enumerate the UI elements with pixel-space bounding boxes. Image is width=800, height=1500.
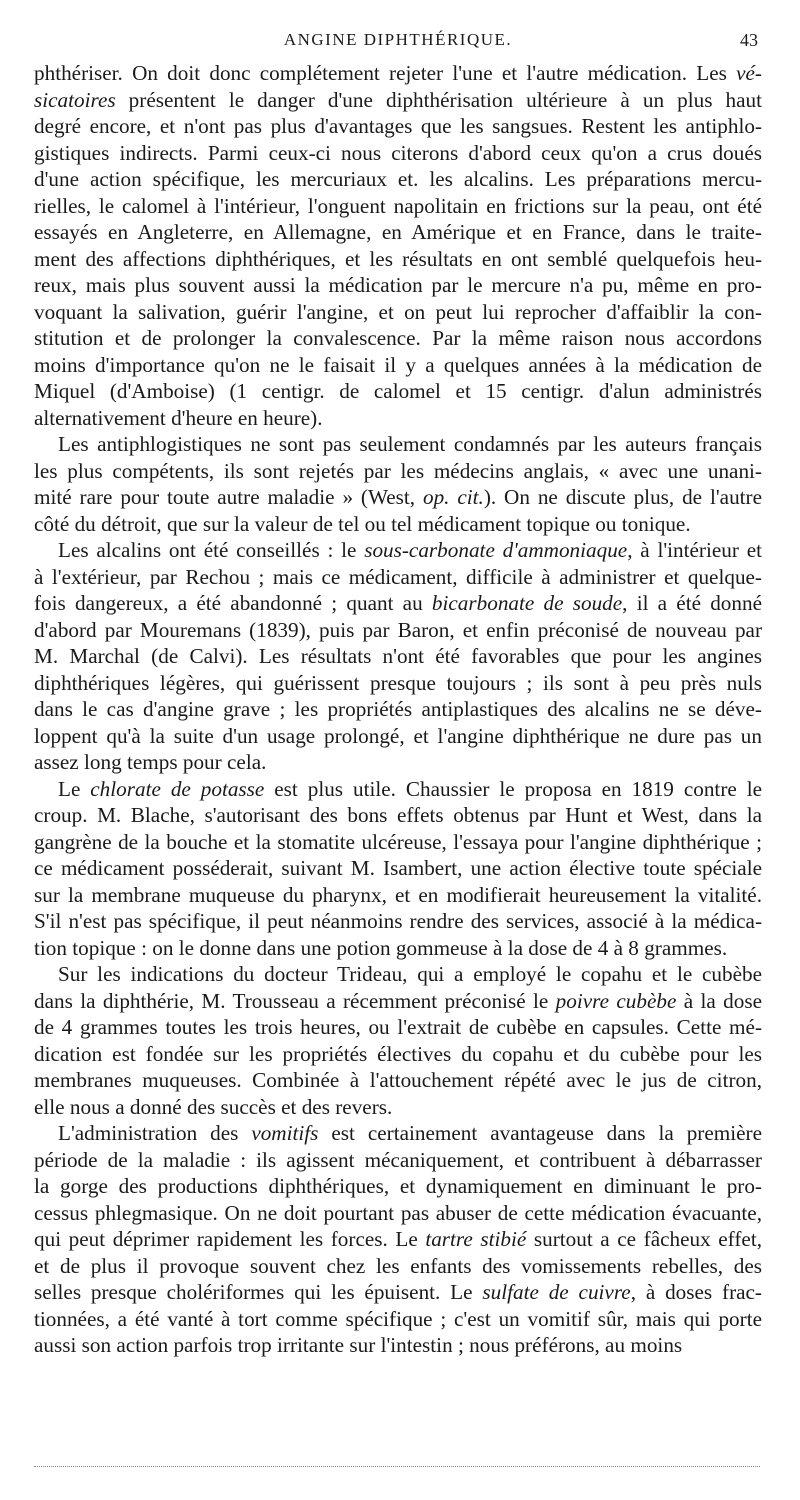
italic-term: chlorate de potasse <box>90 776 265 801</box>
text-line <box>34 378 762 405</box>
text-run: S'il n'est pas spécifique, il peut néanmoins rendre des services, associé à la médica- <box>34 909 762 933</box>
text-line <box>34 1067 762 1094</box>
text-run: croup. M. Blache, s'autorisant des bons effets obtenus par Hunt et West, dans la <box>34 803 762 827</box>
text-run: ). On ne discute plus, de l'autre <box>483 485 763 509</box>
italic-term: op. cit. <box>422 485 484 509</box>
text-run: gistiques indirects. Parmi ceux-ci nous citerons d'abord ceux qu'on a crus doués <box>34 140 762 165</box>
page-number: 43 <box>740 30 758 50</box>
text-run: degré encore, et n'ont pas plus d'avantages que les sangsues. Restent les antiphlo- <box>34 114 762 138</box>
text-run: , à doses frac- <box>630 1280 762 1304</box>
text-run: alternativement d'heure en heure). <box>34 405 323 430</box>
text-line <box>34 299 762 326</box>
text-line <box>34 776 762 803</box>
text-line <box>34 802 762 829</box>
text-line <box>34 855 762 882</box>
text-line <box>34 1253 762 1280</box>
text-line <box>34 166 762 193</box>
text-line <box>34 511 762 538</box>
text-line <box>34 1306 762 1333</box>
italic-term: vomitifs <box>251 1121 319 1145</box>
text-line <box>34 1173 762 1200</box>
text-run: cessus phlegmasique. On ne doit pourtant pas abuser de cette médication évacuante, <box>34 1200 762 1225</box>
italic-term: vé- <box>736 61 762 85</box>
text-line <box>34 219 762 246</box>
text-run: essayés en Angleterre, en Allemagne, en Amérique et en France, dans le traite- <box>34 220 762 244</box>
text-run: d'abord par Mouremans (1839), puis par Baron, et enfin préconisé de nouveau par <box>34 617 762 642</box>
text-run: Sur les indications du docteur Trideau, qui a employé le copahu et le cubèbe <box>58 962 762 986</box>
text-line <box>34 988 762 1015</box>
text-run: à l'extérieur, par Rechou ; mais ce médicament, difficile à administrer et quelque- <box>34 564 762 589</box>
text-run: dans le cas d'angine grave ; les propriétés antiplastiques des alcalins ne se déve- <box>34 697 762 721</box>
text-run: gangrène de la bouche et la stomatite ulcéreuse, l'essaya pour l'angine diphthérique ; <box>34 829 762 854</box>
text-run: et de plus il provoque souvent chez les enfants des vomissements rebelles, des <box>34 1253 762 1278</box>
text-line <box>34 1014 762 1041</box>
paragraph <box>34 776 762 962</box>
text-line <box>34 1200 762 1227</box>
running-head <box>34 30 762 58</box>
paragraph <box>34 431 762 537</box>
text-run: période de la maladie : ils agissent mécaniquement, et contribuent à débarrasser <box>34 1147 762 1172</box>
text-run: dication est fondée sur les propriétés électives du copahu et du cubèbe pour les <box>34 1041 762 1066</box>
paragraph <box>34 961 762 1120</box>
text-run: tionnées, a été vanté à tort comme spécifique ; c'est un vomitif sûr, mais qui porte <box>34 1306 762 1331</box>
text-run: dans la diphthérie, M. Trousseau a récemment préconisé le <box>34 988 556 1013</box>
text-run: stitution et de prolonger la convalescence. Par la même raison nous accordons <box>34 326 762 350</box>
text-run: moins d'importance qu'on ne le faisait il y a quelques années à la médication de <box>34 352 762 377</box>
text-line <box>34 1226 762 1253</box>
text-run: Les antiphlogistiques ne sont pas seulement condamnés par les auteurs français <box>58 432 762 456</box>
text-line <box>34 484 762 511</box>
text-run: selles presque cholériformes qui les épuisent. Le <box>34 1280 483 1304</box>
text-run: qui peut déprimer rapidement les forces. Le <box>34 1227 426 1251</box>
text-line <box>34 325 762 352</box>
text-line <box>34 1094 762 1121</box>
text-line <box>34 723 762 750</box>
paragraph <box>34 1120 762 1359</box>
text-line <box>34 272 762 299</box>
text-run: présentent le danger d'une diphthérisation ultérieure à un plus haut <box>115 87 762 112</box>
text-run: tion topique : on le donne dans une potion gommeuse à la dose de 4 à 8 grammes. <box>34 935 728 960</box>
text-line <box>34 696 762 723</box>
text-run: fois dangereux, a été abandonné ; quant au <box>34 591 432 615</box>
text-line <box>34 643 762 670</box>
text-run: sur la membrane muqueuse du pharynx, et en modifierait heureusement la vitalité. <box>34 882 762 907</box>
chapter-title: ANGINE DIPHTHÉRIQUE. <box>283 30 513 49</box>
italic-term: bicarbonate de soude <box>431 591 623 615</box>
footer-rule <box>34 1466 760 1467</box>
text-line <box>34 882 762 909</box>
text-line <box>34 935 762 962</box>
text-line <box>34 670 762 697</box>
italic-term: tartre stibié <box>425 1227 527 1251</box>
text-line <box>34 564 762 591</box>
text-line <box>34 246 762 273</box>
text-run: est plus utile. Chaussier le proposa en 1819 contre le <box>264 776 762 801</box>
text-line <box>34 352 762 379</box>
text-run: ment des affections diphthériques, et les résultats en ont semblé quelquefois heu- <box>34 246 762 271</box>
text-line <box>34 60 762 87</box>
body-text <box>34 60 762 1359</box>
text-run: est certainement avantageuse dans la première <box>318 1121 762 1145</box>
text-run: Les alcalins ont été conseillés : le <box>58 538 365 562</box>
text-line <box>34 405 762 432</box>
text-line <box>34 617 762 644</box>
text-run: mité rare pour toute autre maladie » (West, <box>34 485 423 509</box>
text-line <box>34 1279 762 1306</box>
text-run: loppent qu'à la suite d'un usage prolongé, et l'angine diphthérique ne dure pas un <box>34 723 762 748</box>
text-line <box>34 193 762 220</box>
text-line <box>34 1120 762 1147</box>
text-run: phthériser. On doit donc complétement rejeter l'une et l'autre médication. Les <box>34 61 737 85</box>
text-line <box>34 87 762 114</box>
text-run: voquant la salivation, guérir l'angine, et on peut lui reprocher d'affaiblir la con- <box>34 299 762 324</box>
text-run: aussi son action parfois trop irritante sur l'intestin ; nous préférons, au moins <box>34 1333 683 1357</box>
text-run: membranes muqueuses. Combinée à l'attouchement répété avec le jus de citron, <box>34 1068 762 1092</box>
text-run: Miquel (d'Amboise) (1 centigr. de calomel et 15 centigr. d'alun administrés <box>34 379 762 403</box>
text-run: reux, mais plus souvent aussi la médication par le mercure n'a pu, même en pro- <box>34 273 762 297</box>
text-line <box>34 113 762 140</box>
text-run: L'administration des <box>58 1121 252 1145</box>
italic-term: sulfate de cuivre <box>482 1280 631 1304</box>
text-run: Le <box>58 776 91 801</box>
italic-term: sicatoires <box>34 87 116 112</box>
paragraph <box>34 537 762 776</box>
text-line <box>34 961 762 988</box>
text-run: ce médicament posséderait, suivant M. Isambert, une action élective toute spéciale <box>34 856 762 880</box>
text-line <box>34 829 762 856</box>
text-run: d'une action spécifique, les mercuriaux et. les alcalins. Les préparations mercu- <box>34 167 762 191</box>
text-line <box>34 749 762 776</box>
text-run: elle nous a donné des succès et des revers. <box>34 1094 393 1119</box>
text-run: côté du détroit, que sur la valeur de tel ou tel médicament topique ou tonique. <box>34 511 691 536</box>
text-run: M. Marchal (de Calvi). Les résultats n'ont été favorables que pour les angines <box>34 644 762 668</box>
text-run: , il a été donné <box>622 591 762 615</box>
text-line <box>34 537 762 564</box>
text-run: , à l'intérieur et <box>627 538 762 562</box>
italic-term: sous-carbonate d'ammoniaque <box>364 538 628 562</box>
italic-term: poivre cubèbe <box>555 988 677 1013</box>
text-line <box>34 1041 762 1068</box>
text-run: diphthériques légères, qui guérissent presque toujours ; ils sont à peu près nuls <box>34 670 762 695</box>
paragraph <box>34 60 762 431</box>
text-line <box>34 1147 762 1174</box>
text-line <box>34 458 762 485</box>
text-run: la gorge des productions diphthériques, et dynamiquement en diminuant le pro- <box>34 1174 762 1198</box>
text-run: surtout a ce fâcheux effet, <box>526 1227 763 1251</box>
text-run: à la dose <box>676 988 762 1013</box>
text-line <box>34 590 762 617</box>
text-line <box>34 908 762 935</box>
text-line <box>34 140 762 167</box>
text-run: les plus compétents, ils sont rejetés par les médecins anglais, « avec une unani- <box>34 458 762 483</box>
text-run: de 4 grammes toutes les trois heures, ou l'extrait de cubèbe en capsules. Cette mé- <box>34 1015 762 1039</box>
text-line <box>34 1332 762 1359</box>
text-run: assez long temps pour cela. <box>34 750 267 774</box>
text-line <box>34 431 762 458</box>
text-run: rielles, le calomel à l'intérieur, l'onguent napolitain en frictions sur la peau, ont été <box>34 193 762 218</box>
